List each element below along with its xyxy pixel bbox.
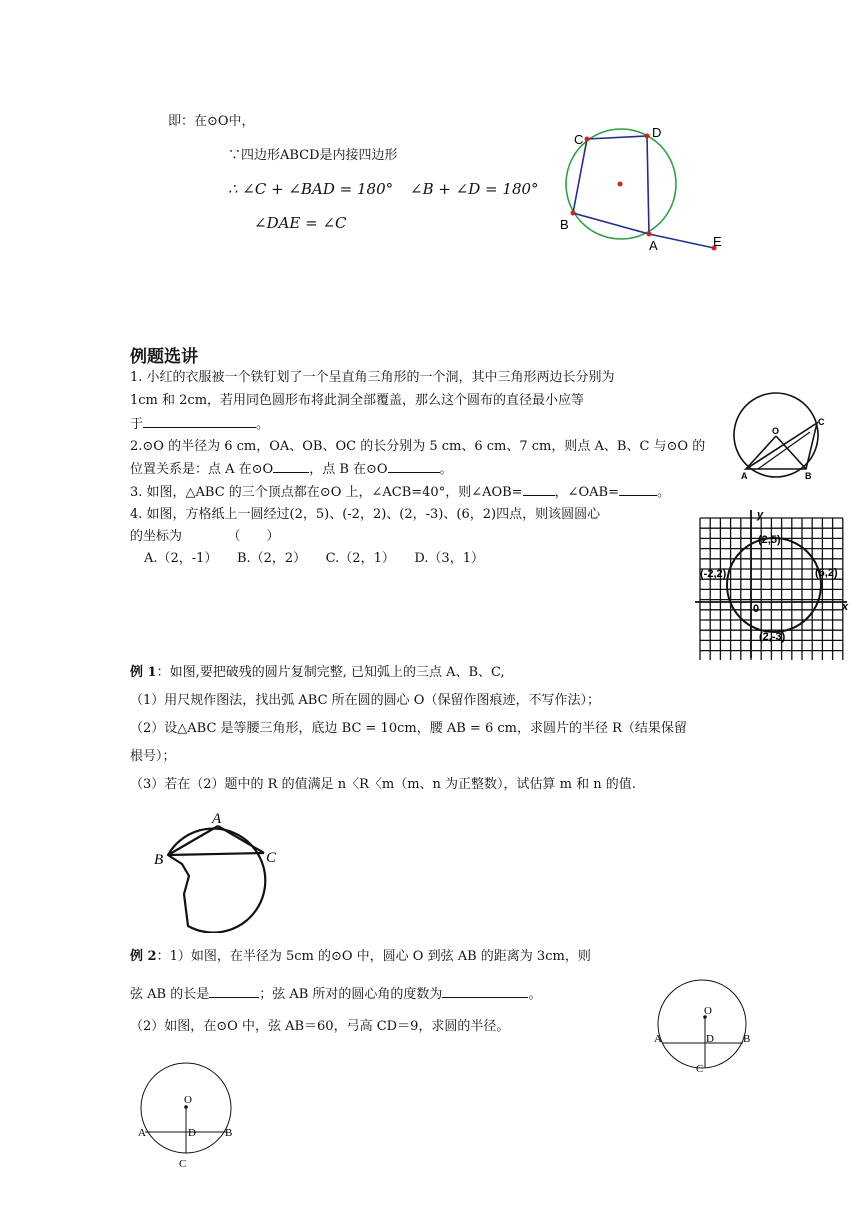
circle-o [658,980,746,1068]
example-2-line-1: 例 2：1）如图，在半径为 5cm 的⊙O 中，圆心 O 到弦 AB 的距离为 3cm，则 [130,949,591,964]
origin-label: 0 [753,603,760,615]
point-6-2-label: (6,2) [815,567,838,579]
answer-blank-central-angle[interactable] [442,985,528,998]
problem-1-line-3: 于 。 [130,417,270,432]
section-title: 例题选讲 [130,347,198,367]
point-a [647,232,652,237]
label-a: A [741,471,748,481]
label-c: C [266,850,277,866]
problem-1-line-1: 1. 小红的衣服被一个铁钉划了一个呈直角三角形的一个洞，其中三角形两边长分别为 [130,370,615,385]
intro-line-1: 即：在⊙O中， [168,114,255,129]
chord-ba [168,826,218,855]
answer-blank-3b[interactable] [619,483,657,496]
label-b: B [560,217,569,232]
label-e: E [713,234,722,249]
label-c: C [574,132,584,147]
point-neg2-2-label: (-2,2) [700,568,727,580]
label-a: A [138,1127,146,1139]
label-a: A [212,811,222,827]
triangle-abc [746,423,817,469]
example-1-line-2: （1）用尺规作图法，找出弧 ABC 所在圆的圆心 O（保留作图痕迹，不写作法）； [130,693,600,708]
answer-blank-2b[interactable] [388,460,440,473]
label-c: C [696,1063,704,1075]
label-c: C [818,417,825,427]
label-d: D [652,125,662,140]
triangle-in-circle-figure [728,390,838,485]
point-2-neg3-label: (2,-3) [759,631,786,643]
x-axis-label: x [842,601,849,613]
chord-circle-figure-bottom [132,1060,244,1172]
problem-4-line-1: 4. 如图，方格纸上一圆经过(2，5)、(-2，2)、(2，-3)、(6，2)四点，则该圆圆心 [130,507,601,522]
intro-line-3a: ∴ ∠C + ∠BAD = 180° [228,180,394,198]
example-1-line-4: 根号）； [130,749,176,764]
center-o [618,182,623,187]
answer-blank-2a[interactable] [273,460,309,473]
chord-circle-figure-right [650,976,760,1076]
label-b: B [743,1033,751,1045]
label-a: A [649,238,658,253]
grid-circle-figure [695,510,853,660]
chord-ac [218,826,264,853]
broken-disc-figure [148,808,283,933]
example-2-line-2: 弦 AB 的长是 ；弦 AB 所对的圆心角的度数为 。 [130,987,542,1002]
example-1-line-5: （3）若在（2）题中的 R 的值满足 n〈R〈m（m、n 为正整数），试估算 m 和 n 的值. [130,777,636,792]
answer-blank-3a[interactable] [523,483,555,496]
point-c [585,137,590,142]
label-d: D [188,1127,196,1139]
inscribed-quadrilateral-figure [550,120,740,260]
problem-3: 3. 如图，△ABC 的三个顶点都在⊙O 上，∠ACB=40°，则∠AOB= ，∠OAB= 。 [130,485,670,500]
inner-line [758,432,810,469]
label-o: O [772,426,780,436]
example-1-line-1: 例 1：如图,要把破残的圆片复制完整, 已知弧上的三点 A、B、C, [130,665,505,680]
label-o: O [184,1094,192,1106]
point-2-5-label: (2,5) [758,534,781,546]
chord-bc [168,853,264,855]
label-a: A [654,1033,662,1045]
label-b: B [805,471,812,481]
label-c: C [179,1158,187,1170]
label-b: B [225,1127,233,1139]
problem-1-line-2: 1cm 和 2cm，若用同色圆形布将此洞全部覆盖，那么这个圆布的直径最小应等 [130,393,585,408]
problem-4-options: A.（2，-1） B.（2，2） C.（2，1） D.（3，1） [144,551,484,566]
problem-4-line-2: 的坐标为 （ ） [130,529,280,544]
intro-line-4: ∠DAE = ∠C [254,214,347,232]
problem-2-line-1: 2.⊙O 的半径为 6 cm，OA、OB、OC 的长分别为 5 cm、6 cm、7 cm，则点 A、B、C 与⊙O 的 [130,439,706,454]
label-o: O [704,1005,712,1017]
point-d [645,134,650,139]
answer-blank-1[interactable] [143,415,256,428]
label-d: D [706,1033,714,1045]
answer-blank-ab-length[interactable] [209,985,259,998]
intro-line-3b: ∠B + ∠D = 180° [410,180,539,198]
quadrilateral-abcd [573,136,649,234]
problem-2-line-2: 位置关系是：点 A 在⊙O ，点 B 在⊙O 。 [130,462,453,477]
extension-ae [649,234,714,248]
example-2-line-3: （2）如图，在⊙O 中，弦 AB＝60，弓高 CD＝9，求圆的半径。 [130,1019,510,1034]
y-axis-label: y [757,510,764,521]
point-b [571,211,576,216]
example-1-line-3: （2）设△ABC 是等腰三角形，底边 BC = 10cm，腰 AB = 6 cm，求圆片的半径 R（结果保留 [130,721,687,736]
label-b: B [154,852,164,868]
intro-line-2: ∵四边形ABCD是内接四边形 [228,148,398,163]
